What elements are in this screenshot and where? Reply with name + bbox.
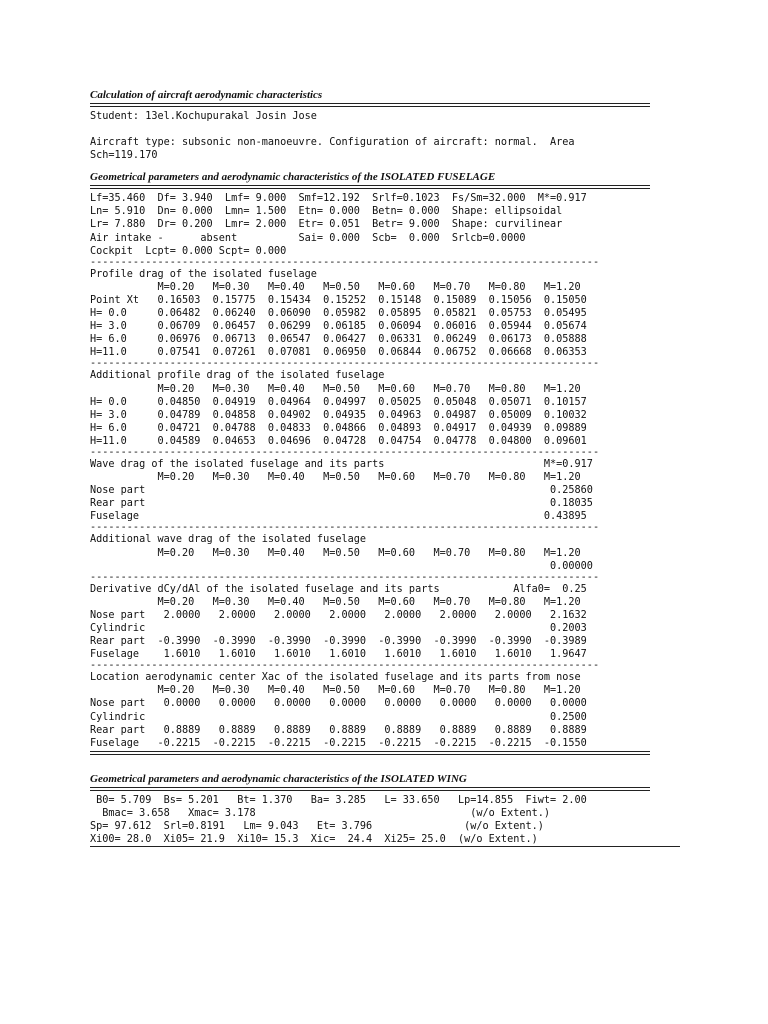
student-line: Student: 13el.Kochupurakal Josin Jose — [90, 111, 317, 122]
table-row: H= 0.0 0.06482 0.06240 0.06090 0.05982 0.05895 0.05821 0.05753 0.05495 — [90, 308, 587, 320]
table-row: H=11.0 0.04589 0.04653 0.04696 0.04728 0.04754 0.04778 0.04800 0.09601 — [90, 435, 587, 447]
double-rule — [90, 751, 650, 755]
table-row: Cylindric 0.2003 — [90, 623, 587, 634]
section-title: Derivative dCy/dAl of the isolated fuselage and its parts Alfa0= 0.25 — [90, 583, 587, 595]
double-rule — [90, 103, 650, 107]
param-line: Air intake - absent Sai= 0.000 Scb= 0.000 Srlcb=0.0000 — [90, 232, 526, 244]
fuselage-tables — [90, 258, 650, 750]
table-row: Cylindric 0.2500 — [90, 711, 587, 723]
wing-param-line: B0= 5.709 Bs= 5.201 Bt= 1.370 Ba= 3.285 L= 33.650 Lp=14.855 Fiwt= 2.00 — [90, 794, 587, 806]
dashed-separator: ----------------------------------------------------------------------------------- — [90, 661, 600, 672]
table-section — [90, 671, 650, 750]
table-section — [90, 268, 650, 360]
mach-header-row: M=0.20 M=0.30 M=0.40 M=0.50 M=0.60 M=0.70 M=0.80 M=1.20 — [90, 547, 581, 559]
double-rule — [90, 185, 650, 189]
aircraft-line: Aircraft type: subsonic non-manoeuvre. Configuration of aircraft: normal. Area — [90, 137, 575, 149]
table-row: Rear part -0.3990 -0.3990 -0.3990 -0.3990 -0.3990 -0.3990 -0.3990 -0.3989 — [90, 636, 587, 648]
mach-header-row: M=0.20 M=0.30 M=0.40 M=0.50 M=0.60 M=0.70 M=0.80 M=1.20 — [90, 596, 581, 608]
section-title: Location aerodynamic center Xac of the isolated fuselage and its parts from nose — [90, 672, 581, 684]
aircraft-line: Sch=119.170 — [90, 150, 158, 162]
dashed-separator: ----------------------------------------------------------------------------------- — [90, 257, 600, 268]
dashed-separator: ----------------------------------------------------------------------------------- — [90, 523, 600, 534]
wing-param-line: Bmac= 3.658 Xmac= 3.178 (w/o Extent.) — [90, 807, 551, 819]
table-row: H=11.0 0.07541 0.07261 0.07081 0.06950 0.06844 0.06752 0.06668 0.06353 — [90, 347, 587, 359]
double-rule — [90, 787, 650, 791]
param-line: Lr= 7.880 Dr= 0.200 Lmr= 2.000 Etr= 0.051 Betr= 9.000 Shape: curvilinear — [90, 219, 563, 231]
param-line: Ln= 5.910 Dn= 0.000 Lmn= 1.500 Etn= 0.000 Betn= 0.000 Shape: ellipsoidal — [90, 206, 563, 218]
table-row: Fuselage -0.2215 -0.2215 -0.2215 -0.2215 -0.2215 -0.2215 -0.2215 -0.1550 — [90, 737, 587, 749]
table-row: H= 3.0 0.04789 0.04858 0.04902 0.04935 0.04963 0.04987 0.05009 0.10032 — [90, 409, 587, 421]
table-row: H= 3.0 0.06709 0.06457 0.06299 0.06185 0.06094 0.06016 0.05944 0.05674 — [90, 321, 587, 333]
mach-header-row: M=0.20 M=0.30 M=0.40 M=0.50 M=0.60 M=0.70 M=0.80 M=1.20 — [90, 383, 581, 395]
table-row: Fuselage 1.6010 1.6010 1.6010 1.6010 1.6010 1.6010 1.6010 1.9647 — [90, 649, 587, 661]
wing-param-line: Sp= 97.612 Srl=0.8191 Lm= 9.043 Et= 3.796 (w/o Extent.) — [90, 821, 544, 833]
table-row: Fuselage 0.43895 — [90, 511, 587, 523]
table-section — [90, 583, 650, 662]
wing-param-line: Xi00= 28.0 Xi05= 21.9 Xi10= 15.3 Xic= 24.4 Xi25= 25.0 (w/o Extent.) — [90, 834, 538, 846]
bottom-rule — [90, 846, 680, 847]
section-title: Wave drag of the isolated fuselage and its parts M*=0.917 — [90, 458, 593, 470]
table-row: Rear part 0.18035 — [90, 498, 593, 510]
param-line: Lf=35.460 Df= 3.940 Lmf= 9.000 Smf=12.192 Srlf=0.1023 Fs/Sm=32.000 M*=0.917 — [90, 193, 587, 205]
mach-header-row: M=0.20 M=0.30 M=0.40 M=0.50 M=0.60 M=0.70 M=0.80 M=1.20 — [90, 281, 581, 293]
wing-section-header: Geometrical parameters and aerodynamic characteristics of the ISOLATED WING — [90, 772, 467, 785]
table-row: H= 0.0 0.04850 0.04919 0.04964 0.04997 0.05025 0.05048 0.05071 0.10157 — [90, 396, 587, 408]
section-title: Profile drag of the isolated fuselage — [90, 268, 317, 280]
table-section — [90, 533, 650, 572]
table-section — [90, 458, 650, 523]
table-section — [90, 369, 650, 448]
fuselage-section-header: Geometrical parameters and aerodynamic characteristics of the ISOLATED FUSELAGE — [90, 171, 496, 184]
table-row: Nose part 2.0000 2.0000 2.0000 2.0000 2.0000 2.0000 2.0000 2.1632 — [90, 609, 587, 621]
table-row: Nose part 0.0000 0.0000 0.0000 0.0000 0.0000 0.0000 0.0000 0.0000 — [90, 698, 587, 710]
table-row: Rear part 0.8889 0.8889 0.8889 0.8889 0.8889 0.8889 0.8889 0.8889 — [90, 724, 587, 736]
section-title: Additional wave drag of the isolated fuselage — [90, 534, 367, 546]
table-row: H= 6.0 0.06976 0.06713 0.06547 0.06427 0.06331 0.06249 0.06173 0.05888 — [90, 334, 587, 346]
report-title: Calculation of aircraft aerodynamic characteristics — [90, 89, 323, 101]
dashed-separator: ----------------------------------------------------------------------------------- — [90, 572, 600, 583]
param-line: Cockpit Lcpt= 0.000 Scpt= 0.000 — [90, 245, 287, 257]
mach-header-row: M=0.20 M=0.30 M=0.40 M=0.50 M=0.60 M=0.70 M=0.80 M=1.20 — [90, 472, 581, 484]
section-title: Additional profile drag of the isolated fuselage — [90, 370, 385, 382]
mach-header-row: M=0.20 M=0.30 M=0.40 M=0.50 M=0.60 M=0.70 M=0.80 M=1.20 — [90, 685, 581, 697]
dashed-separator: ----------------------------------------------------------------------------------- — [90, 447, 600, 458]
table-row: Point Xt 0.16503 0.15775 0.15434 0.15252 0.15148 0.15089 0.15056 0.15050 — [90, 294, 587, 306]
table-row: 0.00000 — [90, 560, 593, 572]
fuselage-params — [90, 192, 650, 257]
wing-params — [90, 794, 680, 847]
report-page — [90, 88, 650, 847]
table-row: Nose part 0.25860 — [90, 485, 593, 497]
dashed-separator: ----------------------------------------------------------------------------------- — [90, 359, 600, 370]
table-row: H= 6.0 0.04721 0.04788 0.04833 0.04866 0.04893 0.04917 0.04939 0.09889 — [90, 422, 587, 434]
